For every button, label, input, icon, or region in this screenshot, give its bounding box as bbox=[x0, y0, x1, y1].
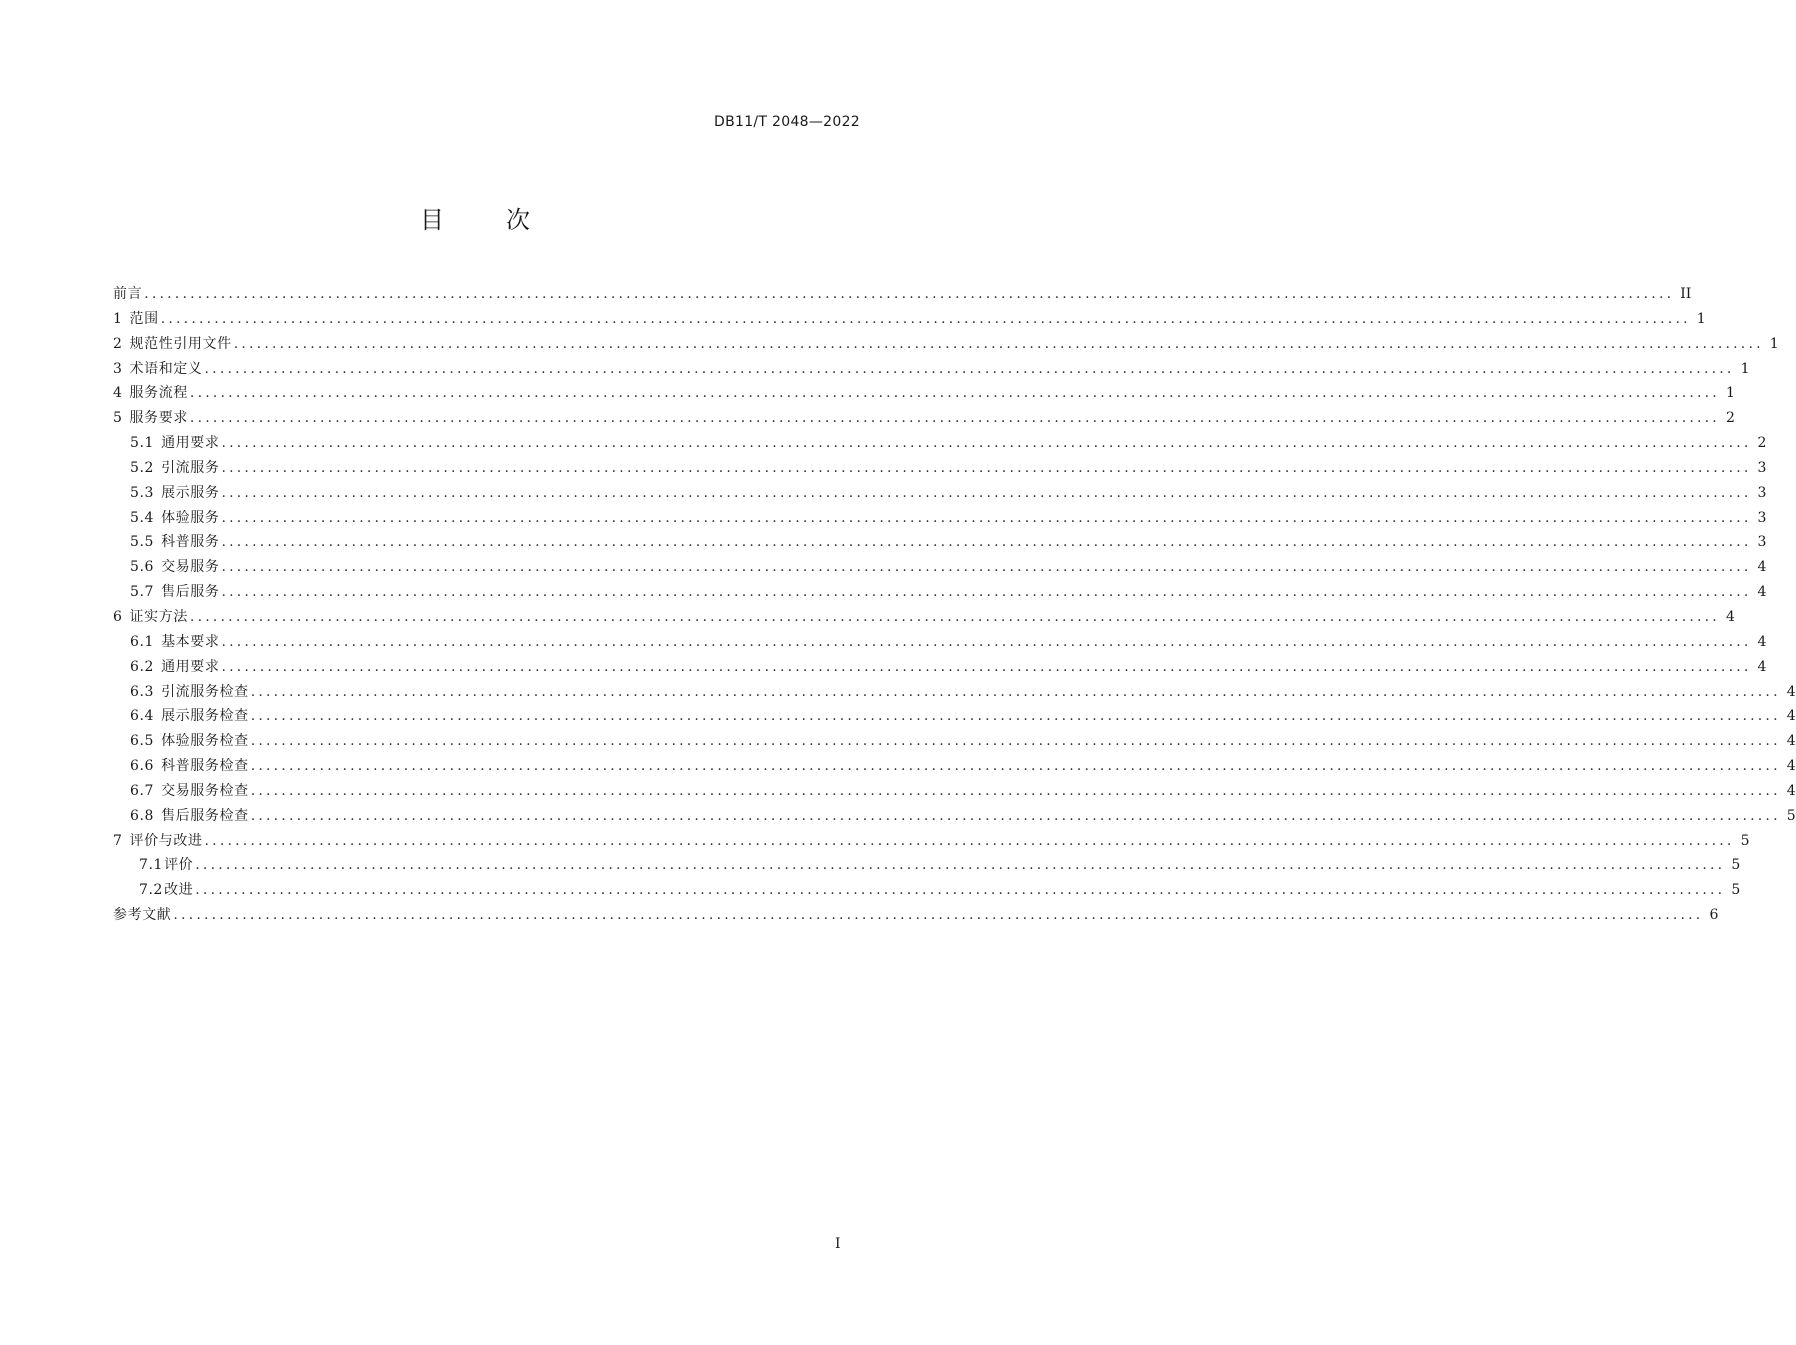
toc-entry-text: 前言 bbox=[113, 286, 143, 302]
dot-leader: ........................................................................................................................................................................................................ bbox=[195, 882, 1726, 899]
dot-leader: ........................................................................................................................................................................................................ bbox=[250, 807, 1781, 824]
toc-entry-number: 2 bbox=[113, 335, 123, 352]
dot-leader: ........................................................................................................................................................................................................ bbox=[189, 410, 1720, 427]
dot-leader: ........................................................................................................................................................................................................ bbox=[250, 782, 1781, 799]
toc-entry-page: 5 bbox=[1740, 832, 1750, 849]
toc-entry[interactable] bbox=[113, 481, 1767, 506]
toc-entry-page: 4 bbox=[1757, 584, 1767, 601]
toc-entry-page: 4 bbox=[1786, 708, 1796, 725]
toc-entry-number: 5.5 bbox=[130, 534, 155, 551]
toc-entry-number: 7.2 bbox=[139, 882, 164, 899]
toc-entry-number: 7.1 bbox=[139, 857, 164, 874]
table-of-contents bbox=[113, 282, 1796, 928]
toc-entry-text: 改进 bbox=[164, 882, 194, 899]
toc-entry[interactable] bbox=[113, 829, 1750, 854]
toc-entry-page: 4 bbox=[1725, 608, 1735, 625]
dot-leader: ........................................................................................................................................................................................................ bbox=[221, 484, 1752, 501]
dot-leader: ........................................................................................................................................................................................................ bbox=[221, 534, 1752, 551]
toc-entry[interactable] bbox=[113, 804, 1796, 829]
toc-entry-text: 体验服务检查 bbox=[161, 733, 249, 750]
toc-entry[interactable] bbox=[113, 878, 1741, 903]
toc-entry-label bbox=[139, 878, 193, 903]
toc-entry-number: 5.1 bbox=[130, 435, 155, 452]
toc-entry[interactable] bbox=[113, 406, 1735, 431]
toc-entry-text: 售后服务 bbox=[161, 584, 220, 601]
toc-entry-page: 4 bbox=[1786, 782, 1796, 799]
toc-entry[interactable] bbox=[113, 357, 1750, 382]
toc-entry-page: 4 bbox=[1757, 559, 1767, 576]
toc-entry-page: II bbox=[1680, 286, 1692, 302]
toc-entry[interactable] bbox=[113, 729, 1796, 754]
toc-entry-page: 1 bbox=[1696, 310, 1706, 327]
toc-entry-label bbox=[113, 381, 188, 406]
toc-entry[interactable] bbox=[113, 580, 1767, 605]
toc-entry[interactable] bbox=[113, 555, 1767, 580]
page-number: I bbox=[835, 1236, 841, 1252]
dot-leader: ........................................................................................................................................................................................................ bbox=[221, 509, 1752, 526]
toc-entry-page: 1 bbox=[1740, 360, 1750, 377]
toc-entry-number: 6.4 bbox=[130, 708, 155, 725]
toc-entry-text: 通用要求 bbox=[161, 435, 220, 452]
toc-entry-page: 2 bbox=[1725, 410, 1735, 427]
toc-entry-label bbox=[130, 530, 219, 555]
toc-entry-label bbox=[113, 332, 232, 357]
toc-entry[interactable] bbox=[113, 431, 1767, 456]
toc-entry-text: 展示服务 bbox=[161, 484, 220, 501]
dot-leader: ........................................................................................................................................................................................................ bbox=[189, 385, 1720, 402]
toc-entry-page: 3 bbox=[1757, 534, 1767, 551]
toc-entry-text: 证实方法 bbox=[129, 608, 188, 625]
toc-entry-page: 1 bbox=[1769, 335, 1779, 352]
toc-entry-page: 5 bbox=[1731, 857, 1741, 874]
toc-entry[interactable] bbox=[113, 903, 1719, 928]
toc-entry-number: 6.8 bbox=[130, 807, 155, 824]
toc-entry-number: 7 bbox=[113, 832, 123, 849]
toc-entry-page: 3 bbox=[1757, 459, 1767, 476]
toc-entry-text: 规范性引用文件 bbox=[129, 335, 232, 352]
toc-entry-number: 5 bbox=[113, 410, 123, 427]
toc-entry-page: 3 bbox=[1757, 509, 1767, 526]
toc-entry-number: 5.6 bbox=[130, 559, 155, 576]
toc-entry-number: 5.3 bbox=[130, 484, 155, 501]
dot-leader: ........................................................................................................................................................................................................ bbox=[250, 683, 1781, 700]
toc-entry-page: 3 bbox=[1757, 484, 1767, 501]
toc-entry-page: 4 bbox=[1757, 658, 1767, 675]
toc-entry-page: 5 bbox=[1731, 882, 1741, 899]
toc-entry-text: 售后服务检查 bbox=[161, 807, 249, 824]
toc-entry-number: 6 bbox=[113, 608, 123, 625]
toc-entry-text: 通用要求 bbox=[161, 658, 220, 675]
toc-entry-number: 4 bbox=[113, 385, 123, 402]
toc-entry-label bbox=[130, 729, 249, 754]
toc-entry-number: 6.7 bbox=[130, 782, 155, 799]
toc-entry-number: 6.1 bbox=[130, 633, 155, 650]
toc-entry-label bbox=[130, 754, 249, 779]
toc-entry-number: 5.4 bbox=[130, 509, 155, 526]
toc-entry-label bbox=[130, 456, 219, 481]
dot-leader: ........................................................................................................................................................................................................ bbox=[204, 360, 1735, 377]
toc-entry-text: 评价 bbox=[164, 857, 194, 874]
dot-leader: ........................................................................................................................................................................................................ bbox=[221, 459, 1752, 476]
toc-entry[interactable] bbox=[113, 307, 1706, 332]
toc-entry-text: 评价与改进 bbox=[129, 832, 203, 849]
toc-entry-text: 基本要求 bbox=[161, 633, 220, 650]
dot-leader: ........................................................................................................................................................................................................ bbox=[195, 857, 1726, 874]
toc-entry-page: 4 bbox=[1786, 683, 1796, 700]
toc-entry-label bbox=[113, 829, 203, 854]
toc-entry-text: 科普服务 bbox=[161, 534, 220, 551]
toc-entry-text: 参考文献 bbox=[113, 907, 172, 924]
toc-entry-label bbox=[113, 406, 188, 431]
toc-entry-label bbox=[113, 605, 188, 630]
toc-entry-label bbox=[130, 655, 219, 680]
toc-entry[interactable] bbox=[113, 853, 1741, 878]
dot-leader: ........................................................................................................................................................................................................ bbox=[144, 286, 1675, 302]
toc-entry[interactable] bbox=[113, 506, 1767, 531]
toc-entry-label bbox=[130, 431, 219, 456]
toc-entry[interactable] bbox=[113, 779, 1796, 804]
toc-entry-text: 展示服务检查 bbox=[161, 708, 249, 725]
toc-entry[interactable] bbox=[113, 456, 1767, 481]
toc-entry-label bbox=[130, 680, 249, 705]
toc-entry-label bbox=[130, 779, 249, 804]
toc-entry-text: 范围 bbox=[129, 310, 159, 327]
toc-entry-page: 5 bbox=[1786, 807, 1796, 824]
document-code: DB11/T 2048—2022 bbox=[714, 114, 860, 130]
toc-entry-text: 交易服务 bbox=[161, 559, 220, 576]
dot-leader: ........................................................................................................................................................................................................ bbox=[221, 435, 1752, 452]
toc-entry-label bbox=[113, 307, 159, 332]
dot-leader: ........................................................................................................................................................................................................ bbox=[173, 907, 1704, 924]
toc-entry-label bbox=[130, 506, 219, 531]
dot-leader: ........................................................................................................................................................................................................ bbox=[250, 758, 1781, 775]
dot-leader: ........................................................................................................................................................................................................ bbox=[221, 658, 1752, 675]
toc-entry-text: 引流服务检查 bbox=[161, 683, 249, 700]
toc-entry[interactable] bbox=[113, 605, 1735, 630]
toc-entry-number: 5.7 bbox=[130, 584, 155, 601]
dot-leader: ........................................................................................................................................................................................................ bbox=[233, 335, 1764, 352]
toc-entry-label bbox=[130, 804, 249, 829]
toc-entry-page: 1 bbox=[1725, 385, 1735, 402]
toc-entry-label bbox=[130, 555, 219, 580]
toc-entry[interactable] bbox=[113, 282, 1692, 307]
toc-entry-label bbox=[139, 853, 193, 878]
dot-leader: ........................................................................................................................................................................................................ bbox=[250, 708, 1781, 725]
toc-entry-text: 科普服务检查 bbox=[161, 758, 249, 775]
toc-entry[interactable] bbox=[113, 530, 1767, 555]
toc-entry-page: 6 bbox=[1709, 907, 1719, 924]
toc-entry-number: 6.6 bbox=[130, 758, 155, 775]
toc-entry-text: 引流服务 bbox=[161, 459, 220, 476]
toc-entry-page: 4 bbox=[1786, 758, 1796, 775]
toc-entry[interactable] bbox=[113, 680, 1796, 705]
toc-entry-label bbox=[113, 282, 142, 307]
toc-entry-number: 6.5 bbox=[130, 733, 155, 750]
toc-entry-text: 服务流程 bbox=[129, 385, 188, 402]
dot-leader: ........................................................................................................................................................................................................ bbox=[221, 584, 1752, 601]
toc-entry-label bbox=[113, 357, 203, 382]
dot-leader: ........................................................................................................................................................................................................ bbox=[221, 559, 1752, 576]
toc-entry[interactable] bbox=[113, 754, 1796, 779]
toc-entry-page: 2 bbox=[1757, 435, 1767, 452]
toc-entry-page: 4 bbox=[1757, 633, 1767, 650]
toc-entry-number: 6.2 bbox=[130, 658, 155, 675]
toc-entry[interactable] bbox=[113, 332, 1779, 357]
toc-entry[interactable] bbox=[113, 704, 1796, 729]
dot-leader: ........................................................................................................................................................................................................ bbox=[189, 608, 1720, 625]
toc-entry-text: 交易服务检查 bbox=[161, 782, 249, 799]
toc-entry-text: 体验服务 bbox=[161, 509, 220, 526]
dot-leader: ........................................................................................................................................................................................................ bbox=[250, 733, 1781, 750]
toc-entry-label bbox=[130, 580, 219, 605]
dot-leader: ........................................................................................................................................................................................................ bbox=[160, 310, 1691, 327]
toc-entry-number: 6.3 bbox=[130, 683, 155, 700]
toc-entry-label bbox=[130, 704, 249, 729]
toc-entry-number: 3 bbox=[113, 360, 123, 377]
toc-entry-label bbox=[130, 481, 219, 506]
toc-entry-label bbox=[113, 903, 171, 928]
page-title: 目次 bbox=[420, 206, 592, 234]
dot-leader: ........................................................................................................................................................................................................ bbox=[204, 832, 1735, 849]
toc-entry[interactable] bbox=[113, 381, 1735, 406]
toc-entry-number: 1 bbox=[113, 310, 123, 327]
toc-entry-page: 4 bbox=[1786, 733, 1796, 750]
toc-entry-text: 服务要求 bbox=[129, 410, 188, 427]
toc-entry-label bbox=[130, 630, 219, 655]
toc-entry-number: 5.2 bbox=[130, 459, 155, 476]
toc-entry-text: 术语和定义 bbox=[129, 360, 203, 377]
dot-leader: ........................................................................................................................................................................................................ bbox=[221, 633, 1752, 650]
toc-entry[interactable] bbox=[113, 655, 1767, 680]
toc-entry[interactable] bbox=[113, 630, 1767, 655]
